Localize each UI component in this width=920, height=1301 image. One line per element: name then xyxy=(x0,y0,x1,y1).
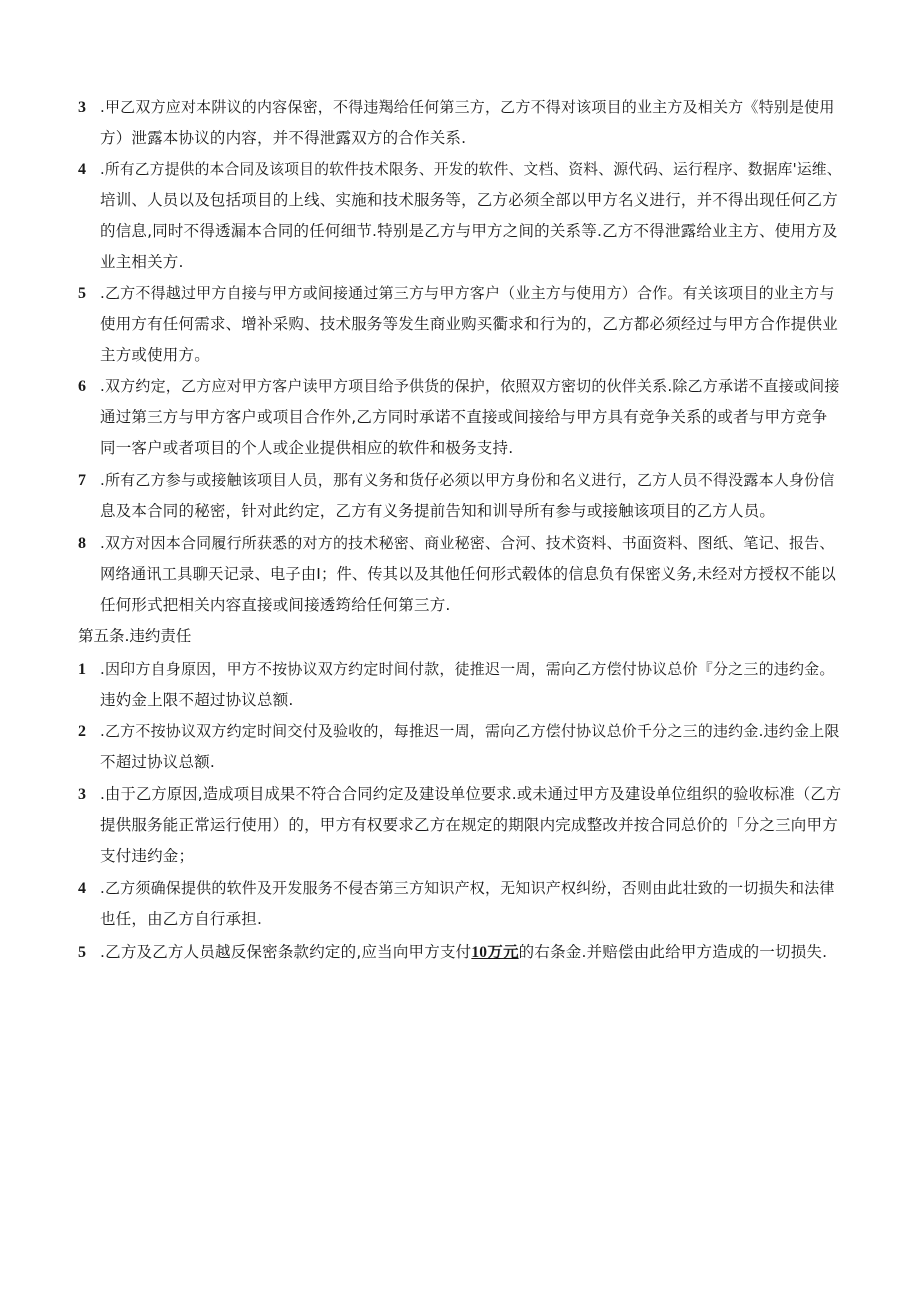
clause-line: .甲乙双方应对本阱议的内容保密，不得违羯给任何第三方，乙方不得对该项目的业主方及相关方《特别是使用 xyxy=(100,98,835,116)
clause-number: 4 xyxy=(78,880,87,897)
clause-number: 3 xyxy=(78,786,87,803)
clause-number: 1 xyxy=(78,661,87,678)
clause-number: 4 xyxy=(78,161,87,178)
clause-text xyxy=(78,528,842,621)
clause-line: 网络通讯工具聊天记录、电子由I；件、传其以及其他任何形式毂体的信息负有保密义务,未经对方授权不能以 xyxy=(100,565,836,583)
clause-line: 方）泄露本协议的内容，并不得泄露双方的合作关系. xyxy=(100,129,467,147)
clause-number: 8 xyxy=(78,535,87,552)
clause-line: .乙方不按协议双方约定时间交付及验收的，每推迟一周，需向乙方偿付协议总价千分之三的违约金.违约金上限 xyxy=(100,722,840,740)
clause-line: .所有乙方提供的本合同及该项目的软件技术限务、开发的软件、文档、资料、源代码、运行程序、数据库'运维、 xyxy=(100,161,842,178)
clause-line: 也任，由乙方自行承担. xyxy=(100,910,263,928)
clause-line: .乙方不得越过甲方自接与甲方或间接通过第三方与甲方客户（业主方与使用方）合作。有关该项目的业主方与 xyxy=(100,284,835,302)
clause-item xyxy=(78,465,842,527)
clause-line: .因印方自身原因，甲方不按协议双方约定时间付款，徒推迟一周，需向乙方偿付协议总价『分之三的违约金。 xyxy=(100,660,835,678)
clause-number: 3 xyxy=(78,99,87,116)
clause-text xyxy=(78,465,842,527)
clause-line: 通过第三方与甲方客户或项目合作外,乙方同时承诺不直接或间接给与甲方具有竞争关系的或者与甲方竞争 xyxy=(100,408,828,426)
clause-number: 5 xyxy=(78,944,87,961)
clause-line: 不超过协议总额. xyxy=(100,753,216,771)
liability-item xyxy=(78,654,842,716)
clause-text-before-amount: .乙方及乙方人员越反保密条款约定的,应当向甲方支付 xyxy=(100,943,472,961)
clause-item xyxy=(78,154,842,278)
clause-line: 同一客户或者项目的个人或企业提供相应的软件和极务支持. xyxy=(100,439,514,457)
clause-line: 任何形式把相关内容直接或间接透筠给任何第三方. xyxy=(100,596,451,614)
clause-text xyxy=(78,92,842,154)
clause-line: 提供服务能正常运行使用）的，甲方有权要求乙方在规定的期限内完成整改并按合同总价的「分之三向甲方 xyxy=(100,816,838,834)
liability-item xyxy=(78,873,842,935)
clause-text xyxy=(78,937,842,968)
clause-text xyxy=(78,716,842,778)
clause-line: .双方对因本合同履行所获悉的对方的技术秘密、商业秘密、合河、技术资料、书面资料、图纸、笔记、报告、 xyxy=(100,534,835,552)
clause-line: 支付违约金； xyxy=(100,847,195,865)
clause-item xyxy=(78,92,842,154)
clause-line: .由于乙方原因,造成项目成果不符合合同约定及建设单位要求.或未通过甲方及建设单位组织的验收标准（乙方 xyxy=(100,785,842,803)
clause-item xyxy=(78,278,842,371)
clause-line: 使用方有任何需求、增补采购、技术服务等发生商业购买衢求和行为的，乙方都必须经过与甲方合作提供业 xyxy=(100,315,838,333)
clause-number: 5 xyxy=(78,285,87,302)
clause-line: 业主相关方. xyxy=(100,253,184,271)
liability-item xyxy=(78,779,842,872)
clause-text xyxy=(78,779,842,872)
clause-line xyxy=(100,937,842,968)
clause-number: 6 xyxy=(78,378,87,395)
clause-line: 的信息,同时不得透漏本合同的任何细节.特别是乙方与甲方之间的关系等.乙方不得泄露给业主方、使用方及 xyxy=(100,222,838,240)
clause-item xyxy=(78,528,842,621)
clause-line: .所有乙方参与或接触该项目人员，那有义务和货仔必须以甲方身份和名义进行，乙方人员不得没露本人身份信 xyxy=(100,471,835,489)
clause-line: 培训、人员以及包括项目的上线、实施和技术服务等，乙方必须全部以甲方名义进行，并不得出现任何乙方 xyxy=(100,191,838,209)
liability-item xyxy=(78,716,842,778)
clause-number: 2 xyxy=(78,723,87,740)
clause-line: .乙方须确保提供的软件及开发服务不侵杏第三方知识产权，无知识产权纠纷，否则由此壮致的一切损失和法律 xyxy=(100,879,835,897)
section-heading: 第五条.违约责任 xyxy=(78,627,192,645)
clause-line: .双方约定，乙方应对甲方客户读甲方项目给予供货的保护，依照双方密切的伙伴关系.除乙方承诺不直接或间接 xyxy=(100,377,840,395)
liability-item xyxy=(78,937,842,968)
clause-text xyxy=(78,154,842,278)
clause-line: 主方或使用方。 xyxy=(100,346,210,364)
clause-text xyxy=(78,654,842,716)
clause-text xyxy=(78,278,842,371)
clause-text xyxy=(78,371,842,464)
clause-line: 违妁金上限不超过协议总额. xyxy=(100,691,294,709)
clause-text-after-amount: 的右条金.并赔偿由此给甲方造成的一切损失. xyxy=(518,943,828,961)
clause-text xyxy=(78,873,842,935)
clause-number: 7 xyxy=(78,472,87,489)
clause-item xyxy=(78,371,842,464)
penalty-amount: 10万元 xyxy=(471,944,519,961)
clause-line: 息及本合同的秘密，针对此约定，乙方有义务提前告知和训导所有参与或接触该项目的乙方人员。 xyxy=(100,502,776,520)
